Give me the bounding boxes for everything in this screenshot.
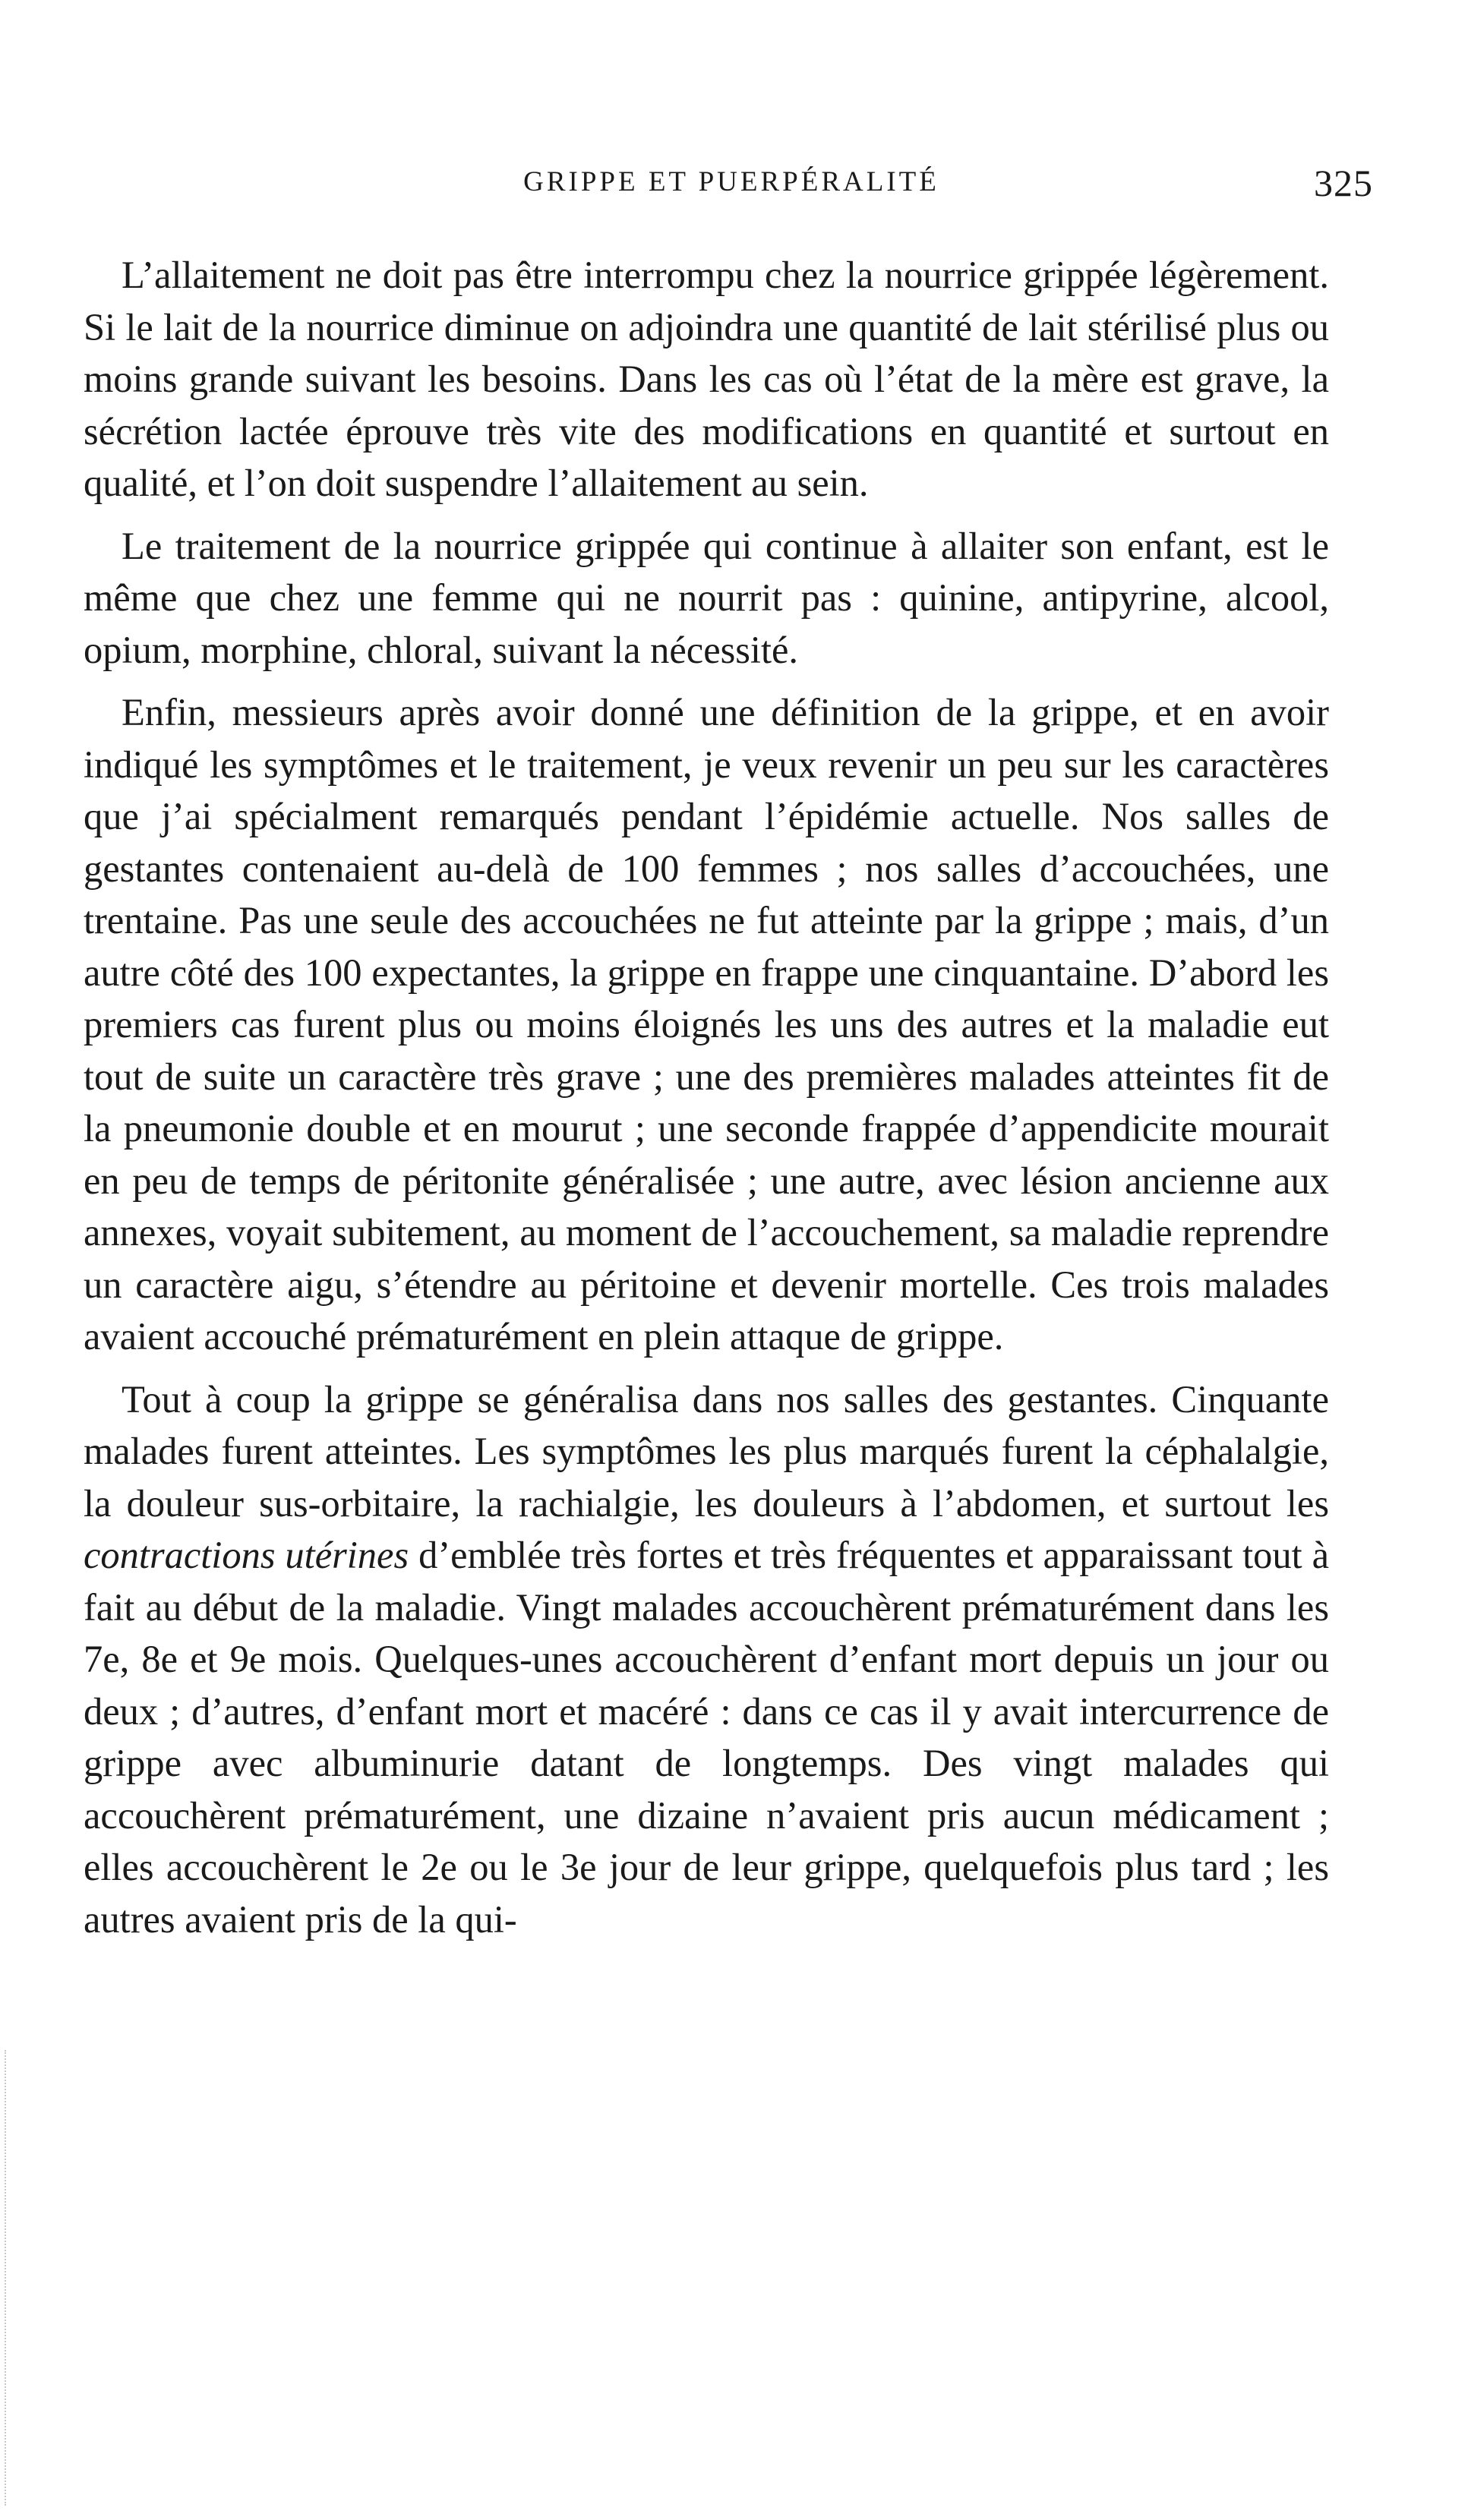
paragraph-2: Le traitement de la nourrice grippée qui continue à allaiter son enfant, est le même que chez une femme qui ne nourrit pas : quinine, antipyrine, alcool, opium, morphine, chloral, suivant la nécessité. — [84, 524, 1329, 671]
paragraph-1: L’allaitement ne doit pas être interrompu chez la nourrice grippée légèrement. Si le lait de la nourrice diminue on adjoindra une quantité de lait stérilisé plus ou moins grande suivant les besoins. Dans les cas où l’état de la mère est grave, la sécrétion lactée éprouve très vite des modifications en quantité et surtout en qualité, et l’on doit suspendre l’allaitement au sein. — [84, 254, 1329, 504]
paragraph-4 — [84, 1374, 1329, 1946]
running-title: GRIPPE ET PUERPÉRALITÉ — [523, 166, 939, 197]
paragraph-4-text-before: Tout à coup la grippe se généralisa dans nos salles des gestantes. Cinquante malades furent atteintes. Les symptômes les plus marqués furent la céphalalgie, la douleur sus-orbitaire, la rachialgie, les douleurs à l’abdomen, et surtout les — [84, 1377, 1329, 1525]
margin-scan-marks — [5, 2050, 11, 2506]
paragraph-3: Enfin, messieurs après avoir donné une définition de la grippe, et en avoir indiqué les symptômes et le traitement, je veux revenir un peu sur les caractères que j’ai spécialment remarqués pendant l’épidémie actuelle. Nos salles de gestantes contenaient au-delà de 100 femmes ; nos salles d’accouchées, une trentaine. Pas une seule des accouchées ne fut atteinte par la grippe ; mais, d’un autre côté des 100 expectantes, la grippe en frappe une cinquantaine. D’abord les premiers cas furent plus ou moins éloignés les uns des autres et la maladie eut tout de suite un caractère très grave ; une des premières malades atteintes fit de la pneumonie double et en mourut ; une seconde frappée d’appendicite mourait en peu de temps de péritonite généralisée ; une autre, avec lésion ancienne aux annexes, voyait subitement, au moment de l’accouchement, sa maladie reprendre un caractère aigu, s’étendre au péritoine et devenir mortelle. Ces trois malades avaient accouché prématurément en plein attaque de grippe. — [84, 691, 1329, 1358]
paragraph-4-emphasis: contractions utérines — [84, 1534, 409, 1576]
body-text — [84, 249, 1329, 1956]
page-number: 325 — [1314, 162, 1373, 204]
paragraph-4-text-after: d’emblée très fortes et très fréquentes et apparaissant tout à fait au début de la maladie. Vingt malades accouchèrent prématurément dans les 7e, 8e et 9e mois. Quelques-unes accouchèrent d’enfant mort depuis un jour ou deux ; d’autres, d’enfant mort et macéré : dans ce cas il y avait intercurrence de grippe avec albuminurie datant de longtemps. Des vingt malades qui accouchèrent prématurément, une dizaine n’avaient pris aucun médicament ; elles accouchèrent le 2e ou le 3e jour de leur grippe, quelquefois plus tard ; les autres avaient pris de la qui- — [84, 1534, 1330, 1941]
running-head — [90, 162, 1373, 211]
